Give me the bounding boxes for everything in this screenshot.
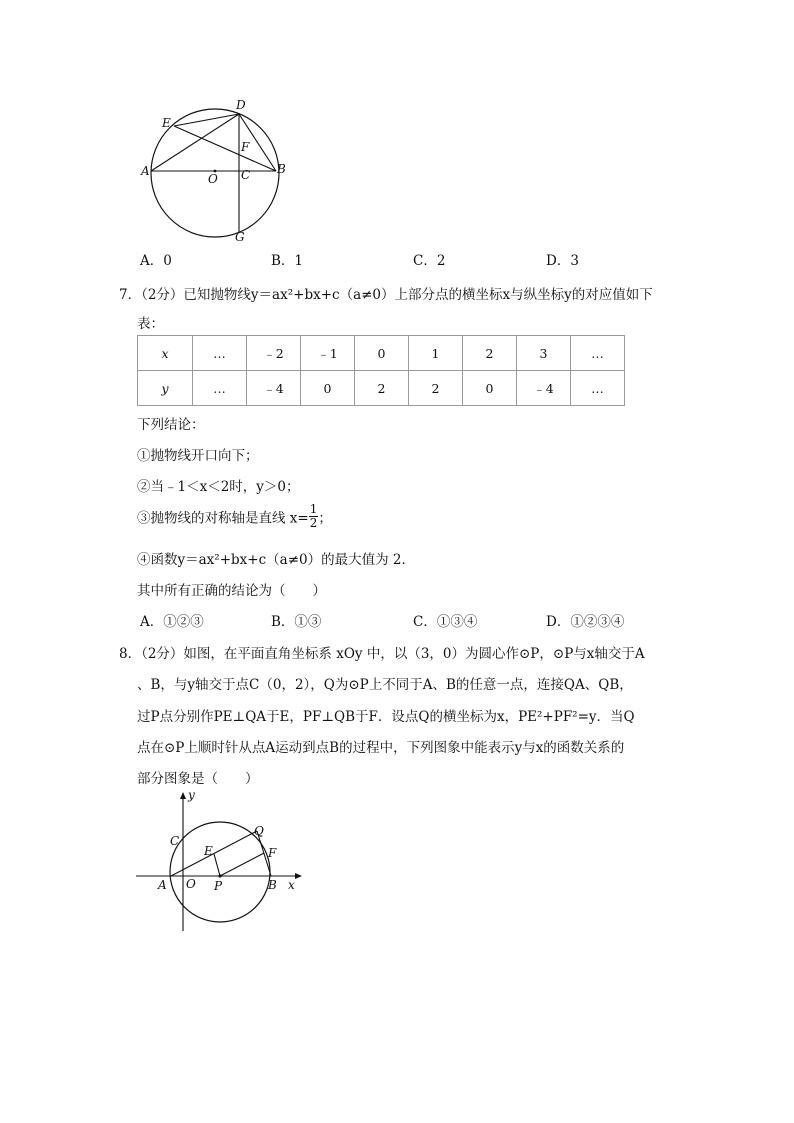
q7-conclusion-3-end: ； bbox=[318, 510, 332, 527]
q7-stem-line2: 表： bbox=[137, 316, 164, 332]
q8-stem-line4: 点在⊙P上顺时针从点A运动到点B的过程中，下列图象中能表示y与x的函数关系的 bbox=[137, 740, 625, 756]
point-p bbox=[218, 874, 221, 877]
label-o: O bbox=[208, 172, 218, 186]
fraction-denominator: 2 bbox=[309, 516, 318, 530]
label-c: C bbox=[170, 834, 180, 848]
label-b: B bbox=[268, 878, 277, 892]
segment-eb bbox=[174, 126, 276, 171]
y-axis-arrow bbox=[180, 792, 186, 799]
table-cell: 0 bbox=[301, 371, 355, 406]
table-cell: 3 bbox=[517, 336, 571, 371]
label-f: F bbox=[241, 140, 250, 154]
q7-conclusion-4: ④函数y＝ax²+bx+c（a≠0）的最大值为 2． bbox=[137, 552, 415, 568]
label-d: D bbox=[236, 98, 246, 112]
table-row-x bbox=[138, 336, 625, 371]
q7-stem-line1: 7．（2分）已知抛物线y＝ax²+bx+c（a≠0）上部分点的横坐标x与纵坐标y的对应值如下 bbox=[119, 287, 653, 303]
table-cell: ﹣1 bbox=[301, 336, 355, 371]
q6-option-b: B．1 bbox=[271, 253, 304, 269]
segment-pe bbox=[214, 854, 220, 876]
table-cell: … bbox=[193, 371, 247, 406]
q7-conclusion-1: ①抛物线开口向下； bbox=[137, 448, 259, 464]
label-c: C bbox=[241, 168, 251, 182]
q7-conclusion-2: ②当﹣1＜x＜2时，y＞0； bbox=[137, 479, 300, 495]
segment-pf bbox=[220, 853, 264, 876]
q6-option-c: C．2 bbox=[413, 253, 446, 269]
label-p: P bbox=[214, 879, 223, 893]
label-e: E bbox=[204, 844, 213, 858]
fraction-one-half bbox=[309, 503, 319, 530]
table-cell: ﹣2 bbox=[247, 336, 301, 371]
label-f: F bbox=[268, 846, 277, 860]
label-e: E bbox=[162, 116, 171, 130]
table-cell: 1 bbox=[409, 336, 463, 371]
q7-conclusions-intro: 下列结论： bbox=[137, 417, 205, 433]
label-b: B bbox=[277, 162, 286, 176]
fraction-numerator: 1 bbox=[309, 502, 318, 516]
table-head-y: y bbox=[138, 371, 193, 406]
q7-option-c: C．①③④ bbox=[413, 614, 478, 630]
table-cell: … bbox=[571, 371, 625, 406]
label-q: Q bbox=[254, 824, 264, 838]
table-cell: ﹣4 bbox=[247, 371, 301, 406]
table-cell: 2 bbox=[409, 371, 463, 406]
label-y: y bbox=[188, 788, 195, 802]
q8-stem-line3: 过P点分别作PE⊥QA于E，PF⊥QB于F．设点Q的横坐标为x，PE²+PF²=y．当Q bbox=[137, 709, 635, 725]
table-cell: ﹣4 bbox=[517, 371, 571, 406]
figure-circle-chords bbox=[130, 95, 300, 245]
label-a: A bbox=[158, 878, 167, 892]
q6-option-d: D．3 bbox=[546, 253, 579, 269]
q8-stem-line5: 部分图象是（ ） bbox=[137, 771, 259, 787]
table-cell: … bbox=[571, 336, 625, 371]
q7-option-d: D．①②③④ bbox=[546, 614, 625, 630]
table-cell: 2 bbox=[463, 336, 517, 371]
table-cell: … bbox=[193, 336, 247, 371]
q7-option-a: A．①②③ bbox=[140, 614, 204, 630]
value-table bbox=[137, 335, 625, 406]
label-g: G bbox=[235, 230, 245, 244]
table-cell: 0 bbox=[355, 336, 409, 371]
q8-stem-line2: 、B，与y轴交于点C（0，2），Q为⊙P上不同于A、B的任意一点，连接QA、QB， bbox=[137, 677, 633, 693]
q7-option-b: B．①③ bbox=[271, 614, 322, 630]
x-axis-arrow bbox=[295, 873, 302, 879]
table-cell: 2 bbox=[355, 371, 409, 406]
label-x: x bbox=[288, 878, 295, 892]
label-o: O bbox=[186, 877, 196, 891]
table-head-x: x bbox=[138, 336, 193, 371]
figure-coordinate-circle bbox=[130, 785, 310, 935]
label-a: A bbox=[141, 164, 150, 178]
table-cell: 0 bbox=[463, 371, 517, 406]
q6-option-a: A．0 bbox=[140, 253, 172, 269]
q8-stem-line1: 8．（2分）如图，在平面直角坐标系 xOy 中，以（3，0）为圆心作⊙P，⊙P与x轴交于A bbox=[119, 646, 645, 662]
q7-question: 其中所有正确的结论为（ ） bbox=[137, 583, 326, 599]
q7-conclusion-3-text: ③抛物线的对称轴是直线 x= bbox=[137, 510, 309, 527]
table-row-y bbox=[138, 371, 625, 406]
q7-conclusion-3 bbox=[137, 503, 332, 530]
